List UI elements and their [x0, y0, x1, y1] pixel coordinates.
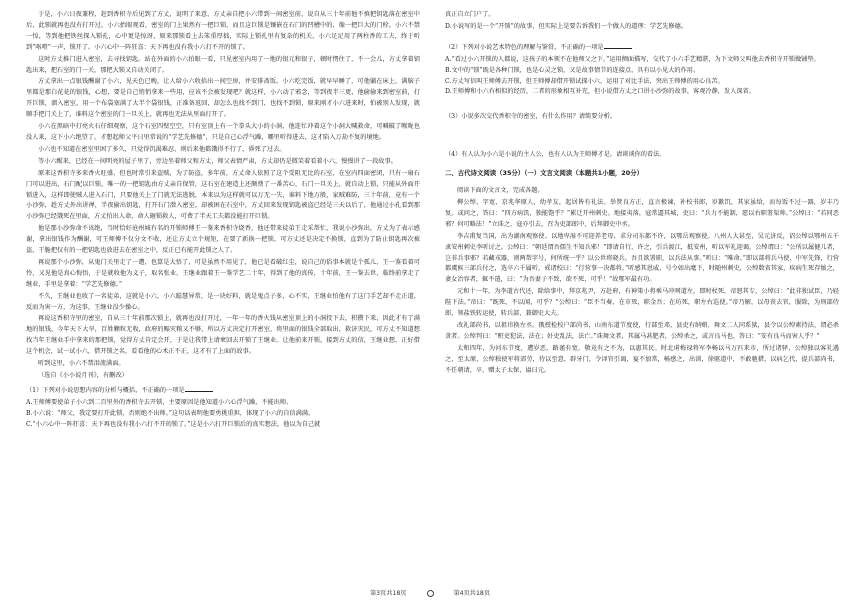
classical-paragraph: 李吉甫复当国，出为湖南观察使。以地卑湿不可迎养老母，求分司东都不许，以鄂岳观察使。八州人大甚至，吴元济反，诏公绰以鄂州五千隶安州刺史李听讨之。公绰曰：“朝廷谓吾儒生不知兵邪！”即请自行，许之，引兵渡江，抵安州，听以军礼迎谒，公绰谓曰：“公所以属健儿者，岂非兵事邪？若藏戎器，则两帮字号，何所统一乎？以公世将晓兵，吾且欲署职，以兵法从事。”听曰：“唯命。”即以部将兵马使、中军先锋，行营都虞候三部兵付之，选卒六千属听，戒诸校曰：“行营事一决都将。”听感其恩威，号令如出麾下，时随州刺史，公绰数省其家，疾病生死存恤之，妻女冶容者，辄不遣，曰：“为吾妻子不致，欲不死，可乎！”故鄂军最有功。 [445, 232, 839, 284]
question-1-option-a: A.王师傅要使弟子小六到二百里外的香积寺去开锁，主要原因是他知道小六心浮气躁，不能出师。 [26, 398, 293, 406]
left-column [26, 10, 420, 431]
story-source: （选自《小小说月刊》，有删改） [38, 372, 128, 379]
question-2 [445, 42, 839, 54]
page-separator-icon [427, 590, 434, 597]
question-1-option-d: D.小说写的是一个“开锁”的故事，但实际上是要告诉我们一个做人的道理：学艺先修德。 [445, 22, 687, 30]
classical-paragraph: 柳公绰，字宽，京兆华原人，幼孝友，起居皆有礼法。举贤良方正，直言极谏，补校书郎，岁歉饥，其家虽给，而每饭不过一器，岁丰乃复。或问之，答曰：“四方病饥，独能饱乎？”累迁开州刺史。地接夷落，寇常逼其城，吏曰：“兵力不能制，愿以右职署渠帅。”公绰曰：“若同恶邪？何可略法！”立诛之，寇亦引去，召为吏部郎中，后拜御史中丞。 [445, 198, 839, 228]
answer-blank[interactable] [604, 42, 632, 49]
page-number-right: 第4页共18页 [453, 590, 491, 597]
classical-paragraph: 改礼部尚书，以祖讳换左丞。俄授检校户部尚书，山南东道节度使，行部至邓，县吏有纳贿、舞文二人同系狱，县令以公绰素持法，谓必杀贪者。公绰判曰：“赃吏犯法，法在；奸吏乱法，法亡。”诛舞文者，其属马甚肥者，公绰杀之，或言良马也，答曰：“安有良马而害人乎？” [445, 321, 839, 340]
story-paragraph: 再说这香积寺里的密室，自从三十年前那次锁上，就再也没打开过，一年一年的香火钱从密室顶上的小洞投下去，积攒下来，因此才有了满地的银钱，今年天下大旱，百姓颗粒无收，政府的赈灾粮又不够，所以方丈决定打开密室，将里面的银钱全部取出，救济灾民，可方丈不知道想找当年王继业手中拿来的那把锁，觉得方丈肯定会开，于是让我带上请柬回去开锁了王继业。让他前来开锁，接到方丈的信，王继业想，正好借这个机会，试一试小六，借开锁之名，看看他的心术正不正，这才有了上面的故事。 [26, 315, 420, 356]
question-2-option-c: C.方丈写信叫王师傅去开锁，但王师傅却借开锁试探小六，运用了对比手法，突出王师傅的用心良苦。 [445, 77, 724, 85]
question-4: （4）有人认为小六是小说的主人公，也有人认为王师傅才是。请谈谈你的看法。 [445, 151, 666, 159]
question-1-option-b: B.小六说：“师父，我定要打开此锁，否则绝不出师。”这句话表明他要勇挑重担，体现了小六的自信满满。 [26, 409, 315, 417]
question-2-option-a: A.“看过小六开锁的人都说，这孩子的本领不在他师父之下。”运用侧面描写，交代了小六手艺精湛，为下文师父叫他去香积寺开锁做铺垫。 [445, 55, 820, 63]
question-2-stem: （2）下列对小说艺术特色的理解与鉴赏，不正确的一项是 [445, 43, 604, 51]
option-c-continuation: 真正自立门户了。 [445, 11, 495, 18]
story-paragraph: 小六也不知道在密室里困了多久，只觉得饥渴难忍，则后来他都饿得不行了，昏死了过去。 [38, 145, 286, 153]
classical-paragraph: 太和四年，为河东节度，遭岁恶，路谨有宽，敬竟有之不为，以惠其民。时北虏梅禄将军李畅以马万匹来市，所过诸驿，公绰独以客礼遇之，至太原，公绰独使军将郊劳，待以至意，辟牙门，令译官引谒，宴不加常，畅感之，出涕，徐驱道中，不敢驰猎，以病乞代，提兵部尚书，不任朝请，卒，赠太子太保，谥曰元。 [445, 344, 839, 374]
story-paragraph: 他是那小沙弥命不该绝，当时恰好沧州城有名的开锁师傅王一鉴来香积寺烧香，他还带来徒弟王走采帮忙，我说小沙弥出，方丈为了表示感谢，拿出银钱作为酬谢，可王师傅不仅分文不收，还让方丈立个规矩，在要了新换一把锁，可方丈还是决定不换锁，直到为了防止钥匙再次被盗，干脆把仅有的一把钥匙也放进去在密室之中，反正已有能开此锁之人了。 [26, 225, 420, 255]
story-paragraph: 再说那个小沙弥，从鬼门关里走了一遭，也算是大悟了，可是虽然不用见了，他已是看破红尘，说自己的俗事本就是个孤儿，王一鉴看着可怜，又见他是真心悔悟，于是就收他为义子，取名张业，王继业跟着王一鉴学艺二十年，得到了他的真传，十年前，王一鉴去世，临终前拿走了继业，手里是拿着：“学艺先修德。” [26, 258, 420, 288]
answer-blank[interactable] [185, 385, 213, 392]
story-paragraph: 小六在黑暗中打亮火石仔细观察，这个石室四壁空空，只有室顶上有一个拳头大小的小洞，他连忙冲着这个小洞大喊救命，可喊破了喉咙也没人来，这下小六绝望了，才想起师父平日里常说的“学艺先修德”，只是自己心浮气躁，哪里听得进去，这才陷入万劫不复的境地。 [26, 123, 420, 141]
story-paragraph: 于是，小六日夜兼程，赶到香积寺后见到了方丈，说明了来意，方丈亲自把小六带到一间密室前，说自从三十年前他不慎把钥匙落在密室中后，此锁就再也没有打开过。小六抬眼观看，密室的门上果然有一把巨锁，而且这巨锁是镶嵌在石门的凹槽中的，像一把巨大的门栓。小六不禁一惊，等到他把铁丝探入锁孔，心中更是惊讶，原来那锁看上去笨重厚拙，实际上锁孔里有复杂的机关，小六足足用了两柱香的工夫，终于听到“咯噔”一声，锁开了。小六心中一阵狂喜：天下再也没有我小六打不开的锁了。 [26, 11, 420, 51]
right-column [445, 10, 839, 377]
page-footer [0, 588, 860, 597]
question-2-option-b: B.文中的“锁”既是各种门锁，也是心灵之锁，又是故事情节的连接点，具有以小见大的作用。 [445, 66, 700, 74]
question-2-option-d: D.王师傅和小六有相似的经历，二者的形象相互补充，但小说借方丈之口讲小沙弥的故事，客观冷静，发人深省。 [445, 88, 755, 96]
classical-paragraph: 元和十一年，为李道古代还，除给事中，拜京兆尹，方赴府，有神策小将乘马冲呵道左，即时杖死，帝怒其专，公绰曰：“此非独试臣，乃轻陛下法。”帝曰：“既死，不以闻，可乎？”公绰曰：“臣不当奏，在市死，职金吾；在坊死，职左右巡使。”帝乃解，以母丧去官，服除，为刑部侍郎，领盐铁转运使，转兵部，兼御史大夫。 [445, 288, 839, 318]
question-1 [26, 385, 420, 397]
story-paragraph: 这时方丈推门进入密室，去寻找钥匙。站在外面的小六拍眼一看，只见密室内用了一地的银元和银子，顿时愣住了，不一会儿，方丈拿着钥匙出来，把石室的门一关，那把大锁又自动关闭了。 [26, 55, 420, 74]
page-number-left: 第3页共18页 [369, 590, 407, 597]
story-paragraph: 不久，王继业也收了一名徒弟，这就是小六，小六聪慧异常，是一块好料，就是鬼点子多，心不实，王继业怕他有了这门手艺却不走正道，反而为害一方，为这事，王继业没少操心。 [26, 292, 420, 311]
story-paragraph: 等小六醒来，已经在一间明亮的屋子里了，旁边坐着师父和方丈，师父表情严肃，方丈却仍是微笑着看着小六，慢慢讲了一段故事。 [38, 157, 397, 165]
section-2-heading: 二、古代诗文阅读（35分）（一）文言文阅读（本题共1小题，20分） [445, 169, 643, 178]
story-paragraph: 原来这香积寺多来香火旺盛，但也时常引来盗贼，为了防盗，多年前，方丈命人依照了这个受阻无比的石室，在室内四面密闭，只有一扇石门可以进出，石门配以巨锁，唯一的一把钥匙由方丈亲自保管，这石室在建造上还颇费了一番苦心，石门一旦关上，就自动上锁，只能从外面开锁进入，这样即使贼人进入石门，只要他关上了门就无法逃脱，本来以为这样就可以万无一失，谁料下地万般，家贼难防，三十年前，竟有一个小沙弥，趁方丈外出讲禅，半夜偷出钥匙，打开石门潜入密室，却被困在石室中，方丈回来发现钥匙被盗已经是三天以后了，他通过小孔看到那小沙弥已经饿死在里面，方丈怕出人命，命人砸锁救人，可费了半天工夫都没能打开巨锁。 [26, 169, 420, 221]
reading-instruction: 阅读下面的文言文，完成各题。 [457, 187, 544, 195]
story-paragraph: 听到这里，小六不禁泪流满面。 [38, 360, 125, 368]
question-3: （3）小说多次交代香积寺的密室，有什么作用？请简要分析。 [445, 113, 616, 121]
answer-space[interactable] [445, 124, 839, 150]
story-paragraph: 方丈拿出一点银钱酬谢了小六，见天色已晚，让人给小六收拾出一间空房，并安排斋饭。小六吃完饭，就早早睡了，可他躺在床上，满脑子里都是那白花花的银钱，心想，要是自己悄悄拿来一些用，应该不会被发现吧？就这样，小六动了邪念，等到夜半三更，他偷偷来到密室前，打开巨锁，溜入密室，用一个布袋塞满了大半个袋银钱，正准备返回，却怎么也找不到门，也找不到锁，原来刚才小六进来时，怕被别人发现，就顺手把门关上了，谁料这个密室的门一旦关上，就再也无法从里面打开了。 [26, 78, 420, 119]
question-1-stem: （1）下列对小说思想内容的分析与概括，不正确的一项是 [26, 386, 185, 394]
question-1-option-c: C.“小六心中一阵狂喜：天下再也没有我小六打不开的锁了。”这是小六打开巨锁后的真实想法，他以为自己就 [26, 420, 321, 428]
